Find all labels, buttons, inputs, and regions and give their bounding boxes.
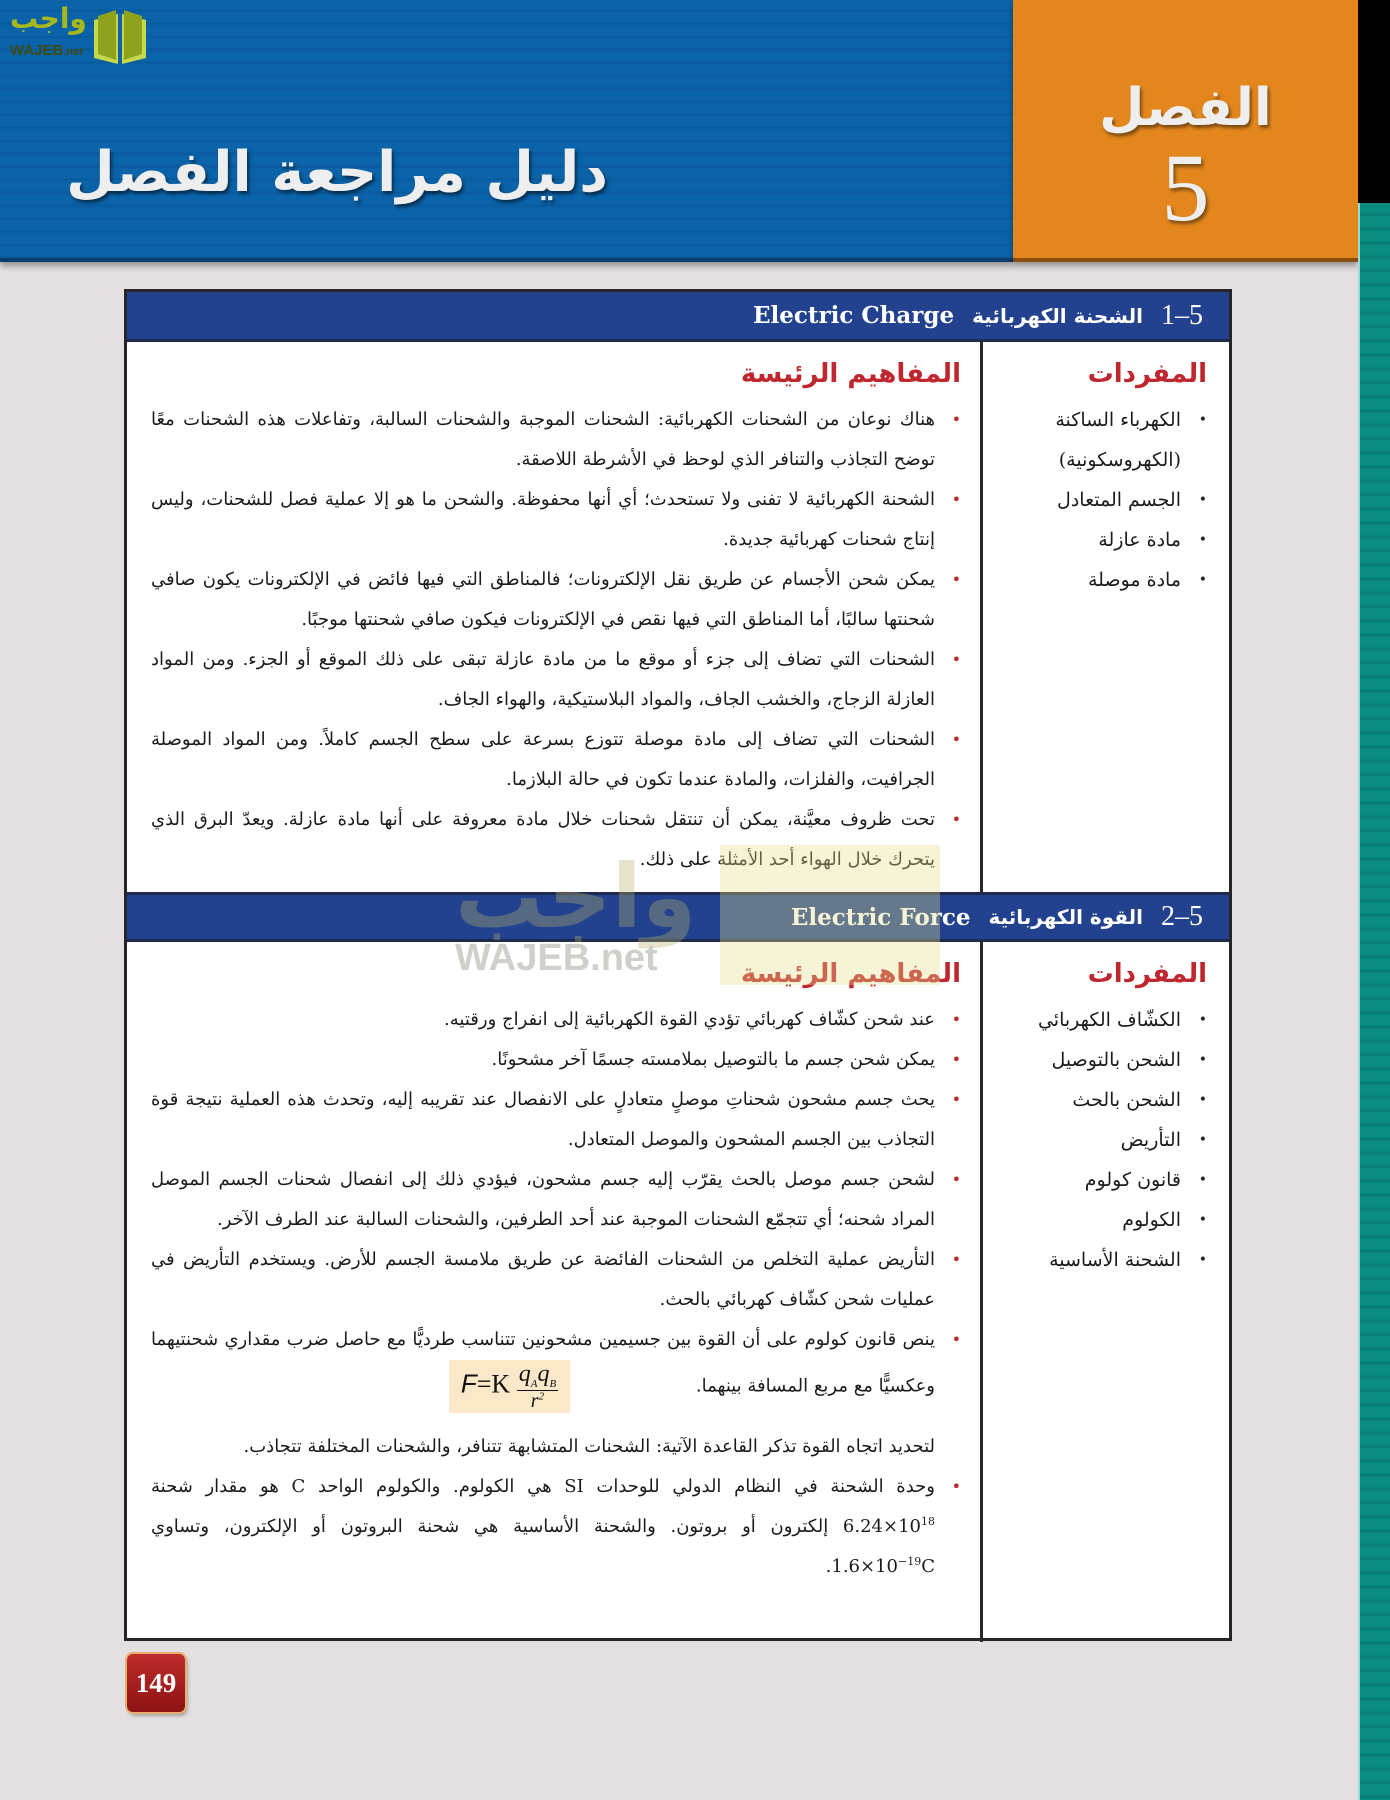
edge-strip-top	[1358, 0, 1390, 203]
section-header-5-2	[127, 892, 1229, 942]
concept-item: • تحت ظروف معيَّنة، يمكن أن تنتقل شحنات خلال مادة معروفة على أنها مادة عازلة. ويعدّ البرق الذي يتحرك خلال الهواء أحد الأمثلة على ذلك.	[151, 809, 961, 870]
vocab-title: المفردات	[1087, 959, 1207, 989]
section-title-en: Electric Force	[790, 903, 971, 931]
vocab-item: • الشحنة الأساسية	[1049, 1249, 1207, 1271]
vocab-item: • قانون كولوم	[1084, 1169, 1207, 1191]
book-icon	[90, 6, 150, 66]
concepts-column	[151, 954, 961, 1587]
concept-item: • يمكن شحن جسم ما بالتوصيل بملامسته جسمًا آخر مشحونًا.	[491, 1049, 961, 1070]
coulomb-law-formula: F=K $\frac{q_Aq_B}{r^2}$	[449, 1360, 570, 1413]
vocab-item: • الكشّاف الكهربائي	[1037, 1009, 1207, 1031]
wajeb-logo	[10, 2, 190, 66]
watermark-latin: WAJEB.net	[455, 937, 658, 979]
concepts-title: المفاهيم الرئيسة	[740, 359, 961, 389]
concept-item: • التأريض عملية التخلص من الشحنات الفائضة عن طريق ملامسة الجسم للأرض. ويستخدم التأريض في عمليات شحن كشّاف كهربائي بالحث.	[151, 1249, 961, 1310]
vocab-item: • الشحن بالتوصيل	[1051, 1049, 1207, 1071]
watermark-arabic: واجب	[455, 845, 697, 948]
page-title: دليل مراجعة الفصل	[66, 140, 608, 205]
force-direction-rule: لتحديد اتجاه القوة تذكر القاعدة الآتية: الشحنات المتشابهة تتنافر، والشحنات المختلفة تتجاذب.	[243, 1435, 935, 1457]
vocab-column	[983, 954, 1229, 1280]
concept-item: • لشحن جسم موصل بالحث يقرّب إليه جسم مشحون، فيؤدي ذلك إلى انفصال شحنات الجسم الموصل المراد شحنه؛ أي تتجمّع الشحنات الموجبة عند أحد الطرفين، والشحنات السالبة عند الطرف الآخر.	[151, 1169, 961, 1230]
concept-item: • الشحنات التي تضاف إلى مادة موصلة تتوزع بسرعة على سطح الجسم كاملاً. ومن المواد الموصلة الجرافيت، والفلزات، والمادة عندما تكون في حالة البلازما.	[151, 729, 961, 790]
section-title-ar: القوة الكهربائية	[988, 905, 1143, 929]
vocab-item: • التأريض	[1120, 1129, 1207, 1151]
concept-item: • يحث جسم مشحون شحناتِ موصلٍ متعادلٍ على الانفصال عند تقريبه إليه، وتحدث هذه العملية نتيجة قوة التجاذب بين الجسم المشحون والموصل المتعادل.	[151, 1089, 961, 1150]
vocab-item: • مادة موصلة	[1087, 569, 1207, 591]
page-number: 149	[127, 1654, 185, 1712]
concepts-title: المفاهيم الرئيسة	[740, 959, 961, 989]
concepts-column	[151, 354, 961, 880]
logo-latin-text: WAJEB.net	[10, 42, 83, 59]
chapter-label: الفصل	[1099, 78, 1272, 138]
chapter-header-banner	[0, 0, 1013, 262]
chapter-number: 5	[1161, 134, 1210, 241]
concept-item: • الشحنات التي تضاف إلى جزء أو موقع ما من مادة عازلة تبقى على ذلك الموقع أو الجزء. ومن المواد العازلة الزجاج، والخشب الجاف، والمواد البلاستيكية، والهواء الجاف.	[151, 649, 961, 710]
vocab-item: • الجسم المتعادل	[1057, 489, 1207, 511]
vocab-item: • الكهرباء الساكنة (الكهروسكونية)	[1055, 409, 1207, 471]
vocab-item: • مادة عازلة	[1098, 529, 1207, 551]
section-title-ar: الشحنة الكهربائية	[972, 303, 1143, 328]
vocab-item: • الشحن بالحث	[1072, 1089, 1207, 1111]
concept-list	[151, 1467, 961, 1587]
concept-item: • يمكن شحن الأجسام عن طريق نقل الإلكترونات؛ فالمناطق التي فيها فائض في الإلكترونات يكون صافي شحنتها سالبًا، أما المناطق التي فيها نقص في الإلكترونات فيكون صافي شحنتها موجبًا.	[151, 569, 961, 630]
vocab-list	[983, 1000, 1207, 1280]
concept-item-coulomb: • ينص قانون كولوم على أن القوة بين جسيمين مشحونين تتناسب طرديًّا مع حاصل ضرب مقداري شحنتيهما وعكسيًّا مع مربع المسافة بينهما. F=K $\frac{q_Aq_B}{r^2}$	[151, 1329, 961, 1412]
vocab-column	[983, 354, 1229, 600]
vocab-item: • الكولوم	[1122, 1209, 1207, 1231]
concept-list	[151, 400, 961, 880]
section-header-5-1	[127, 292, 1229, 342]
vocab-list	[983, 400, 1207, 600]
edge-strip-teal	[1358, 203, 1390, 1800]
vocab-title: المفردات	[1087, 359, 1207, 389]
concept-item-charge-unit: • وحدة الشحنة في النظام الدولي للوحدات SI هي الكولوم. والكولوم الواحد C هو مقدار شحنة $6.24\times 10^{18}$ إلكترون أو بروتون. والشحنة الأساسية هي شحنة البروتون أو الإلكترون، وتساوي $1.6\times 10^{-19}C$.	[151, 1475, 961, 1577]
chapter-badge	[1013, 0, 1358, 262]
section-title-en: Electric Charge	[752, 302, 955, 329]
concept-item: • الشحنة الكهربائية لا تفنى ولا تستحدث؛ أي أنها محفوظة. والشحن ما هو إلا عملية فصل للشحنات، وليس إنتاج شحنات كهربائية جديدة.	[151, 489, 961, 550]
concept-item: • عند شحن كشّاف كهربائي تؤدي القوة الكهربائية إلى انفراج ورقتيه.	[444, 1009, 961, 1030]
concept-list	[151, 1000, 961, 1413]
section-number: 5–2	[1161, 901, 1203, 932]
section-number: 5–1	[1161, 299, 1203, 331]
chapter-review-table	[124, 289, 1232, 1641]
concept-item: • هناك نوعان من الشحنات الكهربائية: الشحنات الموجبة والشحنات السالبة، وتفاعلات هذه الشحنات معًا توضح التجاذب والتنافر الذي لوحظ في الأشرطة اللاصقة.	[151, 409, 961, 470]
logo-arabic-text: واجب	[10, 2, 87, 35]
